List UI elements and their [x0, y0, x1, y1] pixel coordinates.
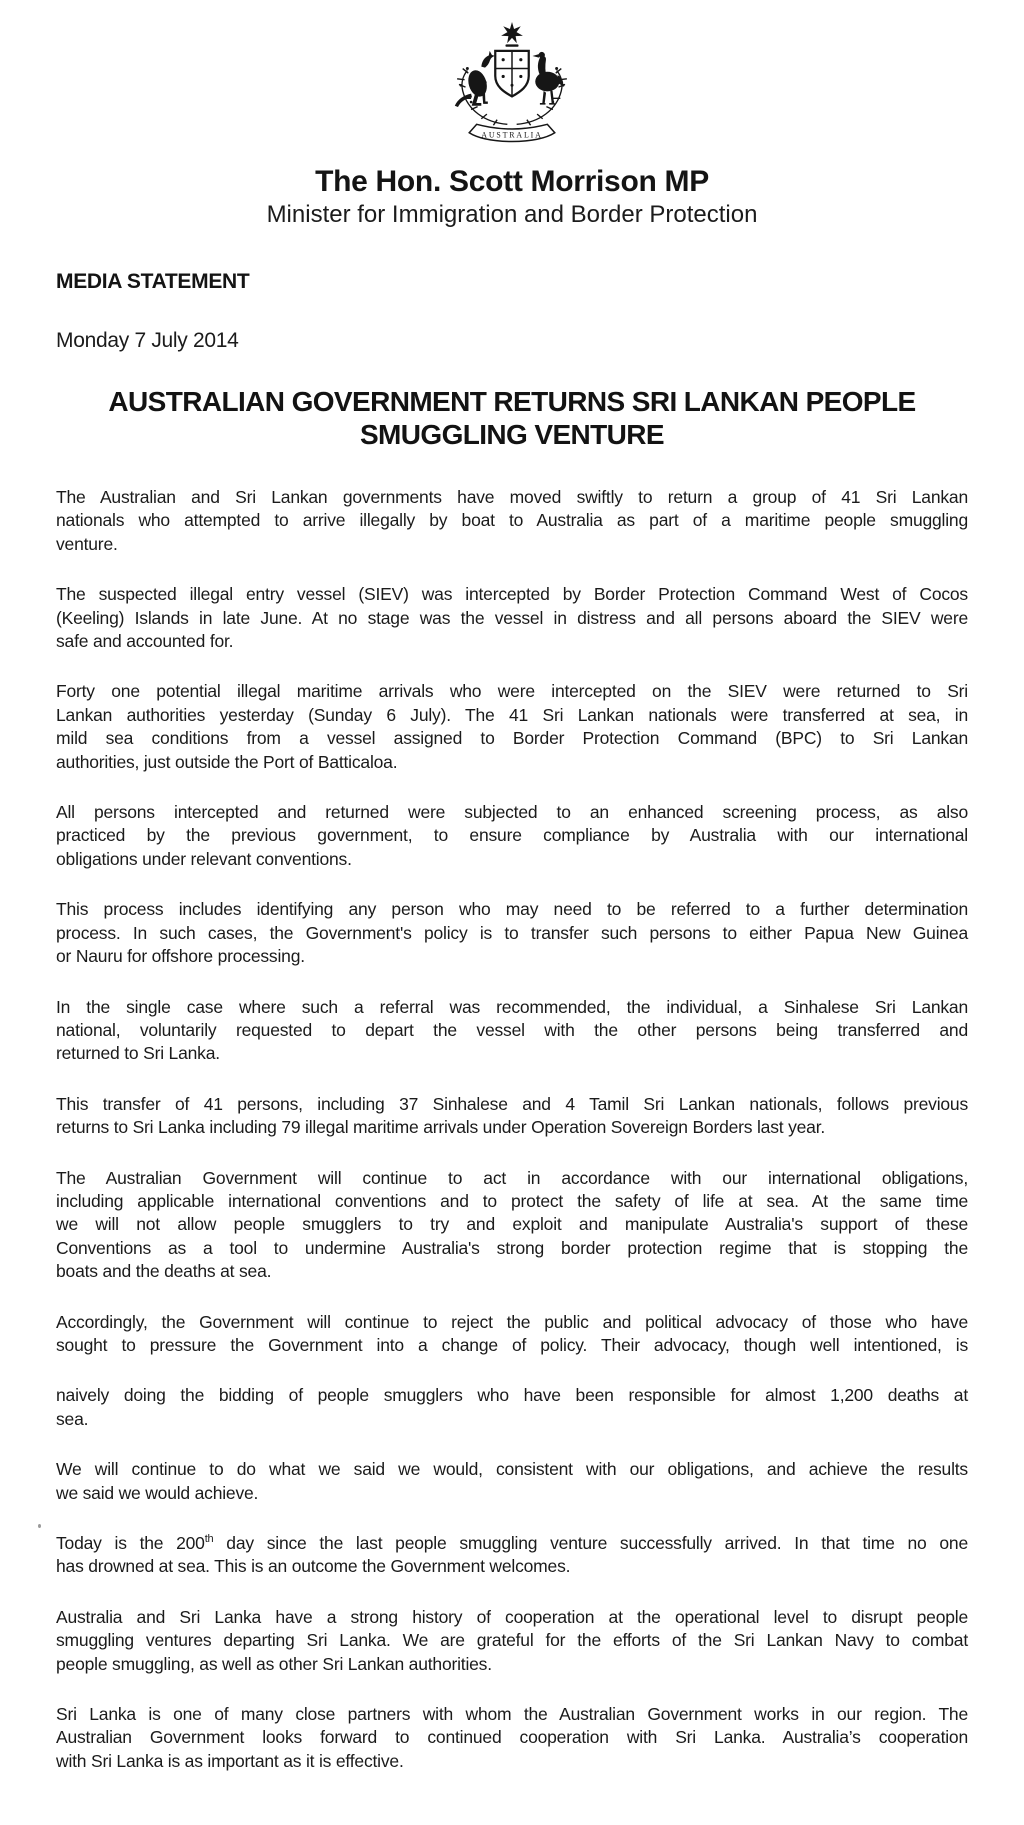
paragraph	[56, 996, 968, 1066]
text-line: Today is the 200th day since the last people smuggling venture successfully arrived. In that time no one	[56, 1533, 968, 1553]
text-line: The suspected illegal entry vessel (SIEV) was intercepted by Border Protection Command West of Cocos	[56, 584, 968, 605]
headline	[56, 385, 968, 451]
media-statement-label: MEDIA STATEMENT	[56, 270, 250, 293]
text-line: Australian Government looks forward to continued cooperation with Sri Lanka. Australia’s cooperation	[56, 1727, 968, 1748]
text-line: We will continue to do what we said we would, consistent with our obligations, and achieve the results	[56, 1459, 968, 1480]
text-line: or Nauru for offshore processing.	[56, 946, 305, 967]
text-line: including applicable international conventions and to protect the safety of life at sea. At the same time	[56, 1190, 968, 1211]
text-line: In the single case where such a referral was recommended, the individual, a Sinhalese Sri Lankan	[56, 996, 968, 1017]
text-line: Conventions as a tool to undermine Australia's strong border protection regime that is stopping the	[56, 1237, 968, 1258]
headline-line-1: AUSTRALIAN GOVERNMENT RETURNS SRI LANKAN PEOPLE	[108, 386, 916, 417]
text-line: This process includes identifying any person who may need to be referred to a further determination	[56, 899, 968, 920]
shield-icon	[495, 51, 528, 97]
scan-artifact-dot	[38, 1524, 41, 1528]
minister-title: Minister for Immigration and Border Protection	[266, 201, 758, 228]
paragraph	[56, 1311, 968, 1358]
paragraph	[56, 1458, 968, 1505]
text-line: process. In such cases, the Government's policy is to transfer such persons to either Papua New Guinea	[56, 922, 968, 943]
text-line: The Australian and Sri Lankan governments have moved swiftly to return a group of 41 Sri Lankan	[56, 487, 968, 507]
text-line: Accordingly, the Government will continue to reject the public and political advocacy of those who have	[56, 1311, 968, 1332]
text-line: sought to pressure the Government into a change of policy. Their advocacy, though well intentioned, is	[56, 1334, 968, 1355]
text-line: has drowned at sea. This is an outcome the Government welcomes.	[56, 1556, 571, 1577]
paragraph	[56, 801, 968, 871]
text-line: mild sea conditions from a vessel assigned to Border Protection Command (BPC) to Sri Lankan	[56, 728, 968, 749]
text-line: The Australian Government will continue to act in accordance with our international obligations,	[56, 1167, 968, 1188]
paragraph	[56, 1532, 968, 1579]
paragraph	[56, 1606, 968, 1676]
paragraph	[56, 1384, 968, 1431]
text-line: smuggling ventures departing Sri Lanka. We are grateful for the efforts of the Sri Lankan Navy to combat	[56, 1630, 968, 1651]
paragraph	[56, 1167, 968, 1284]
text-line: we will not allow people smugglers to try and exploit and manipulate Australia's support of these	[56, 1214, 968, 1235]
paragraph	[56, 1703, 968, 1773]
text-line: Sri Lanka is one of many close partners with whom the Australian Government works in our region. The	[56, 1704, 968, 1725]
text-line: national, voluntarily requested to depart the vessel with the other persons being transferred and	[56, 1019, 968, 1040]
text-line: Forty one potential illegal maritime arrivals who were intercepted on the SIEV were returned to Sri	[56, 681, 968, 702]
statement-date: Monday 7 July 2014	[56, 329, 239, 352]
text-line: returns to Sri Lanka including 79 illegal maritime arrivals under Operation Sovereign Borders last year.	[56, 1117, 826, 1138]
text-line: nationals who attempted to arrive illegally by boat to Australia as part of a maritime people smuggling	[56, 510, 968, 531]
text-line: All persons intercepted and returned were subjected to an enhanced screening process, as also	[56, 802, 968, 823]
text-line: we said we would achieve.	[56, 1482, 259, 1503]
text-line: sea.	[56, 1408, 89, 1429]
scroll-text: AUSTRALIA	[481, 130, 543, 140]
text-line: venture.	[56, 533, 118, 554]
text-line: returned to Sri Lanka.	[56, 1043, 220, 1064]
minister-name: The Hon. Scott Morrison MP	[315, 165, 709, 198]
paragraph	[56, 680, 968, 774]
paragraph	[56, 486, 968, 556]
australia-scroll-icon	[469, 124, 555, 141]
commonwealth-star-icon	[501, 22, 523, 43]
text-line: Lankan authorities yesterday (Sunday 6 July). The 41 Sri Lankan nationals were transferred at sea, in	[56, 704, 968, 725]
text-line: naively doing the bidding of people smugglers who have been responsible for almost 1,200 deaths at	[56, 1385, 968, 1406]
text-line: safe and accounted for.	[56, 631, 234, 652]
text-line: Australia and Sri Lanka have a strong history of cooperation at the operational level to disrupt people	[56, 1606, 968, 1627]
text-line: with Sri Lanka is as important as it is effective.	[56, 1750, 404, 1771]
headline-line-2: SMUGGLING VENTURE	[359, 419, 665, 450]
document-content	[0, 271, 1024, 1773]
text-line: obligations under relevant conventions.	[56, 848, 352, 869]
text-line: practiced by the previous government, to ensure compliance by Australia with our international	[56, 825, 968, 846]
paragraph	[56, 583, 968, 653]
text-line: (Keeling) Islands in late June. At no stage was the vessel in distress and all persons aboard the SIEV were	[56, 607, 968, 628]
paragraph	[56, 898, 968, 968]
text-line: boats and the deaths at sea.	[56, 1261, 272, 1282]
paragraph	[56, 1093, 968, 1140]
text-line: This transfer of 41 persons, including 37 Sinhalese and 4 Tamil Sri Lankan nationals, follows previous	[56, 1093, 968, 1114]
text-line: authorities, just outside the Port of Batticaloa.	[56, 751, 398, 772]
body-paragraphs	[56, 486, 968, 1773]
text-line: people smuggling, as well as other Sri Lankan authorities.	[56, 1653, 492, 1674]
australian-coat-of-arms-icon	[419, 20, 605, 158]
